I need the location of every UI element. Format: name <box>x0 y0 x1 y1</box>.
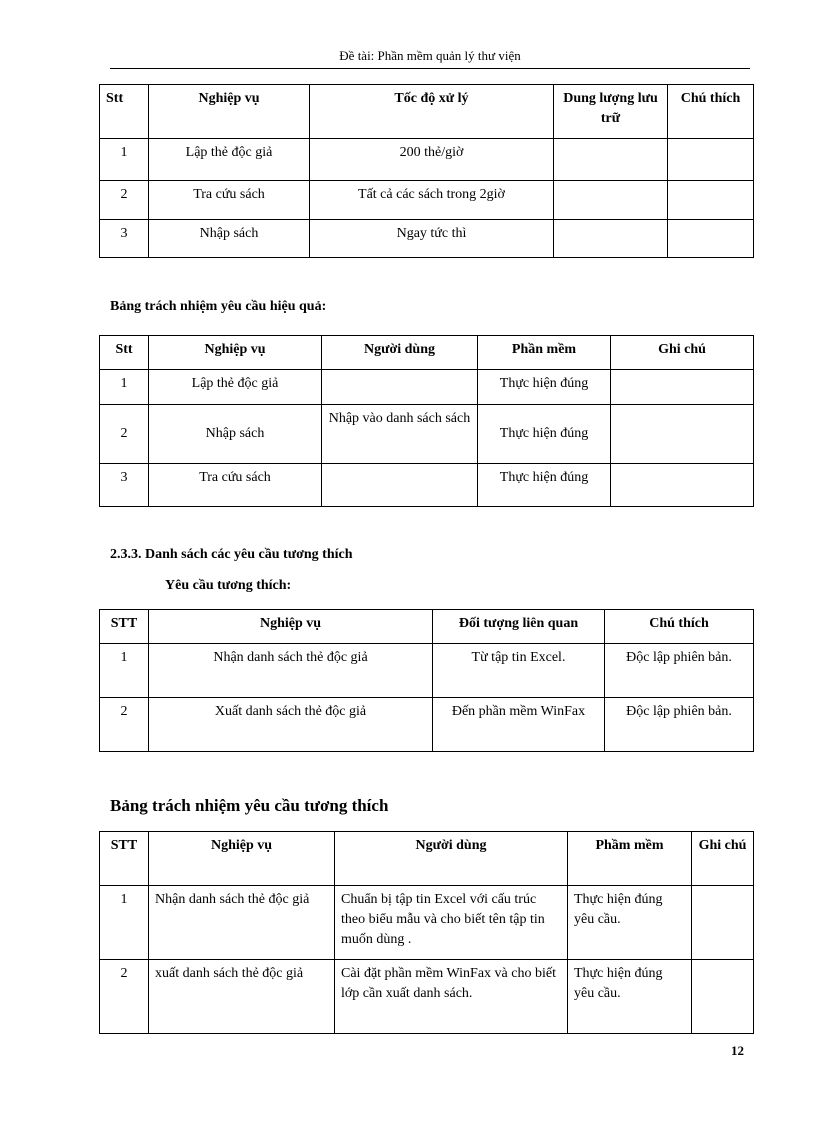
table-cell <box>692 960 754 1034</box>
header-cell: Nghiệp vụ <box>149 336 322 370</box>
table-row <box>100 960 754 1034</box>
header-cell: Ghi chú <box>692 832 754 886</box>
table-cell: 3 <box>100 220 149 258</box>
performance-table <box>99 84 754 258</box>
header-cell: Stt <box>100 336 149 370</box>
table-cell <box>668 181 754 220</box>
table-cell <box>611 370 754 405</box>
table-cell: xuất danh sách thẻ độc giả <box>149 960 335 1034</box>
table-cell: 1 <box>100 886 149 960</box>
table-cell: Nhập vào danh sách sách <box>322 405 478 464</box>
header-cell: Phầm mềm <box>568 832 692 886</box>
table-cell <box>554 220 668 258</box>
table-row <box>100 464 754 507</box>
table-cell: 2 <box>100 698 149 752</box>
table-cell: Đến phần mềm WinFax <box>433 698 605 752</box>
table-cell: 2 <box>100 181 149 220</box>
table-cell: Chuẩn bị tập tin Excel với cấu trúc theo biểu mẫu và cho biết tên tập tin muốn dùng . <box>335 886 568 960</box>
table-cell: Nhập sách <box>149 405 322 464</box>
table-cell <box>322 464 478 507</box>
header-cell: Ghi chú <box>611 336 754 370</box>
header-cell: Phần mềm <box>478 336 611 370</box>
table-cell <box>554 181 668 220</box>
table-cell: 3 <box>100 464 149 507</box>
table-header-row <box>100 832 754 886</box>
table-caption: Yêu cầu tương thích: <box>165 578 292 593</box>
table-header-row <box>100 610 754 644</box>
header-cell: Chú thích <box>605 610 754 644</box>
table-cell: 2 <box>100 960 149 1034</box>
header-cell: Đối tượng liên quan <box>433 610 605 644</box>
table-cell: Nhận danh sách thẻ độc giả <box>149 644 433 698</box>
table-cell <box>692 886 754 960</box>
table-row <box>100 886 754 960</box>
header-cell: Stt <box>100 85 149 139</box>
table-row <box>100 644 754 698</box>
table-row <box>100 220 754 258</box>
table-cell: Độc lập phiên bản. <box>605 698 754 752</box>
table-row <box>100 181 754 220</box>
table-cell: Tất cả các sách trong 2giờ <box>310 181 554 220</box>
table-header-row <box>100 336 754 370</box>
table-row <box>100 139 754 181</box>
table-cell: Ngay tức thì <box>310 220 554 258</box>
table-cell: Từ tập tin Excel. <box>433 644 605 698</box>
table-cell: Tra cứu sách <box>149 181 310 220</box>
table-cell <box>554 139 668 181</box>
header-cell: STT <box>100 832 149 886</box>
table-cell <box>611 405 754 464</box>
header-cell: STT <box>100 610 149 644</box>
header-cell: Chú thích <box>668 85 754 139</box>
header-cell: Nghiệp vụ <box>149 832 335 886</box>
header-cell: Dung lượng lưu trữ <box>554 85 668 139</box>
table-caption: Bảng trách nhiệm yêu cầu hiệu quả: <box>110 299 327 314</box>
table-row <box>100 698 754 752</box>
header-cell: Người dùng <box>335 832 568 886</box>
table-cell <box>611 464 754 507</box>
table-cell: Thực hiện đúng <box>478 370 611 405</box>
table-header-row <box>100 85 754 139</box>
table-cell: Xuất danh sách thẻ độc giả <box>149 698 433 752</box>
table-caption: Bảng trách nhiệm yêu cầu tương thích <box>110 796 389 815</box>
header-cell: Người dùng <box>322 336 478 370</box>
page-header: Đề tài: Phần mềm quản lý thư viện <box>339 48 521 63</box>
table-cell: 1 <box>100 370 149 405</box>
table-cell: Lập thẻ độc giả <box>149 370 322 405</box>
table-cell: 1 <box>100 139 149 181</box>
table-cell <box>668 139 754 181</box>
table-cell: 200 thẻ/giờ <box>310 139 554 181</box>
header-cell: Tốc độ xử lý <box>310 85 554 139</box>
table-cell <box>322 370 478 405</box>
table-row <box>100 370 754 405</box>
table-cell: Thực hiện đúng <box>478 464 611 507</box>
table-cell: Độc lập phiên bản. <box>605 644 754 698</box>
table-cell: Nhập sách <box>149 220 310 258</box>
table-row <box>100 405 754 464</box>
table-cell: Lập thẻ độc giả <box>149 139 310 181</box>
table-cell: Nhận danh sách thẻ độc giả <box>149 886 335 960</box>
table-cell: Thực hiện đúng yêu cầu. <box>568 886 692 960</box>
table-cell: Cài đặt phần mềm WinFax và cho biết lớp cần xuất danh sách. <box>335 960 568 1034</box>
table-cell <box>668 220 754 258</box>
page-number: 12 <box>731 1043 744 1058</box>
efficiency-responsibility-table <box>99 335 754 507</box>
section-heading: 2.3.3. Danh sách các yêu cầu tương thích <box>110 547 353 562</box>
header-cell: Nghiệp vụ <box>149 610 433 644</box>
compatibility-table <box>99 609 754 752</box>
header-cell: Nghiệp vụ <box>149 85 310 139</box>
table-cell: Tra cứu sách <box>149 464 322 507</box>
table-cell: 1 <box>100 644 149 698</box>
table-cell: Thực hiện đúng <box>478 405 611 464</box>
compatibility-responsibility-table <box>99 831 754 1034</box>
table-cell: 2 <box>100 405 149 464</box>
header-divider <box>110 68 750 69</box>
table-cell: Thực hiện đúng yêu cầu. <box>568 960 692 1034</box>
